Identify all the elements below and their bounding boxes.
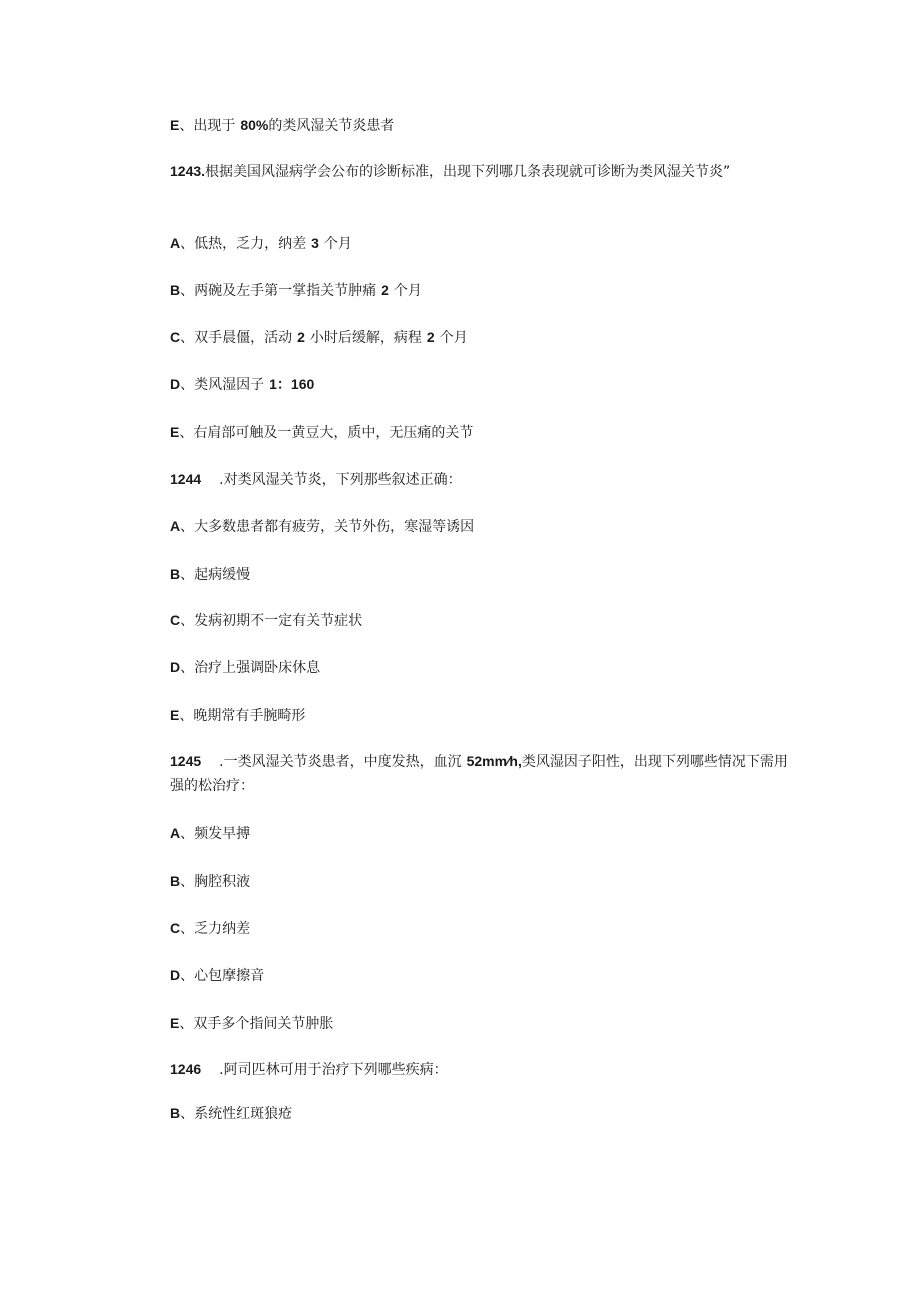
option-letter: B xyxy=(170,873,181,889)
option-text: 、频发早搏 xyxy=(180,826,251,842)
question-number: 1245 xyxy=(170,753,202,769)
option-e-1242 xyxy=(170,113,394,138)
option-letter: B xyxy=(170,1105,181,1121)
question-text: 根据美国风湿病学会公布的诊断标准，出现下列哪几条表现就可诊断为类风湿关节炎” xyxy=(205,164,731,180)
option-d-1243 xyxy=(170,372,314,397)
option-a-1243 xyxy=(170,231,352,256)
option-letter: E xyxy=(170,424,180,440)
option-e-1245 xyxy=(170,1011,333,1036)
option-text: 小时后缓解，病程 xyxy=(309,330,422,346)
option-letter: A xyxy=(170,235,181,251)
option-d-1244 xyxy=(170,655,320,680)
option-letter: C xyxy=(170,920,181,936)
option-text: 个月 xyxy=(323,236,352,252)
option-number: 80% xyxy=(240,117,269,133)
option-text: 、双手多个指间关节肿胀 xyxy=(179,1016,334,1032)
question-number: 1244 xyxy=(170,471,202,487)
option-text: 、治疗上强调卧床休息 xyxy=(180,660,321,676)
option-letter: D xyxy=(170,376,181,392)
option-letter: A xyxy=(170,825,181,841)
option-text: 、起病缓慢 xyxy=(180,567,251,583)
option-number: 2 xyxy=(297,329,305,345)
question-1244 xyxy=(170,467,462,492)
option-number: 2 xyxy=(426,329,435,345)
option-e-1243 xyxy=(170,420,473,445)
option-text: 、晚期常有手腕畸形 xyxy=(179,708,306,724)
option-text: 、胸腔积液 xyxy=(180,874,251,890)
option-b-1244 xyxy=(170,562,250,587)
option-text: 、心包摩擦音 xyxy=(180,968,265,984)
question-number: 1246 xyxy=(170,1061,202,1077)
option-letter: E xyxy=(170,707,180,723)
option-text: 个月 xyxy=(393,283,422,299)
option-number: 2 xyxy=(381,282,389,298)
option-b-1246 xyxy=(170,1101,292,1126)
option-letter: D xyxy=(170,967,181,983)
option-number: 1：160 xyxy=(269,376,315,392)
option-text: 、大多数患者都有疲劳，关节外伤，寒湿等诱因 xyxy=(180,519,475,535)
option-text: 个月 xyxy=(439,330,468,346)
question-text: .阿司匹林可用于治疗下列哪些疾病： xyxy=(219,1062,448,1078)
option-letter: C xyxy=(170,612,181,628)
question-text: .对类风湿关节炎，下列那些叙述正确： xyxy=(219,472,462,488)
option-text: 、系统性红斑狼疮 xyxy=(180,1106,293,1122)
question-1246 xyxy=(170,1057,448,1082)
option-letter: E xyxy=(170,117,180,133)
option-text: 、发病初期不一定有关节症状 xyxy=(180,613,363,629)
option-a-1244 xyxy=(170,514,474,539)
option-text: 、右肩部可触及一黄豆大，质中，无压痛的关节 xyxy=(179,425,474,441)
question-1243 xyxy=(170,159,790,184)
option-c-1243 xyxy=(170,325,468,350)
option-letter: D xyxy=(170,659,181,675)
option-d-1245 xyxy=(170,963,264,988)
option-letter: B xyxy=(170,566,181,582)
option-text: 的类风湿关节炎患者 xyxy=(268,118,395,134)
option-text: 、低热，乏力，纳差 xyxy=(180,236,307,252)
question-text: .一类风湿关节炎患者，中度发热，血沉 xyxy=(219,754,462,770)
option-b-1245 xyxy=(170,869,250,894)
option-letter: B xyxy=(170,282,181,298)
option-number: 3 xyxy=(311,235,319,251)
option-text: 、双手晨僵，活动 xyxy=(180,330,293,346)
option-c-1244 xyxy=(170,608,362,633)
option-text: 、两碗及左手第一掌指关节肿痛 xyxy=(180,283,377,299)
question-number: 1243. xyxy=(170,163,206,179)
option-b-1243 xyxy=(170,278,422,303)
option-letter: A xyxy=(170,518,181,534)
option-e-1244 xyxy=(170,703,305,728)
option-letter: E xyxy=(170,1015,180,1031)
option-a-1245 xyxy=(170,821,250,846)
option-text: 、乏力纳差 xyxy=(180,921,251,937)
option-letter: C xyxy=(170,329,181,345)
option-text: 、出现于 xyxy=(179,118,236,134)
question-value: 52mm∕h, xyxy=(466,753,522,769)
option-c-1245 xyxy=(170,916,250,941)
question-1245 xyxy=(170,749,790,798)
option-text: 、类风湿因子 xyxy=(180,377,265,393)
question-text: 类风湿因子阳性，出现下列哪些情况下需用强的松治疗： xyxy=(170,754,788,794)
